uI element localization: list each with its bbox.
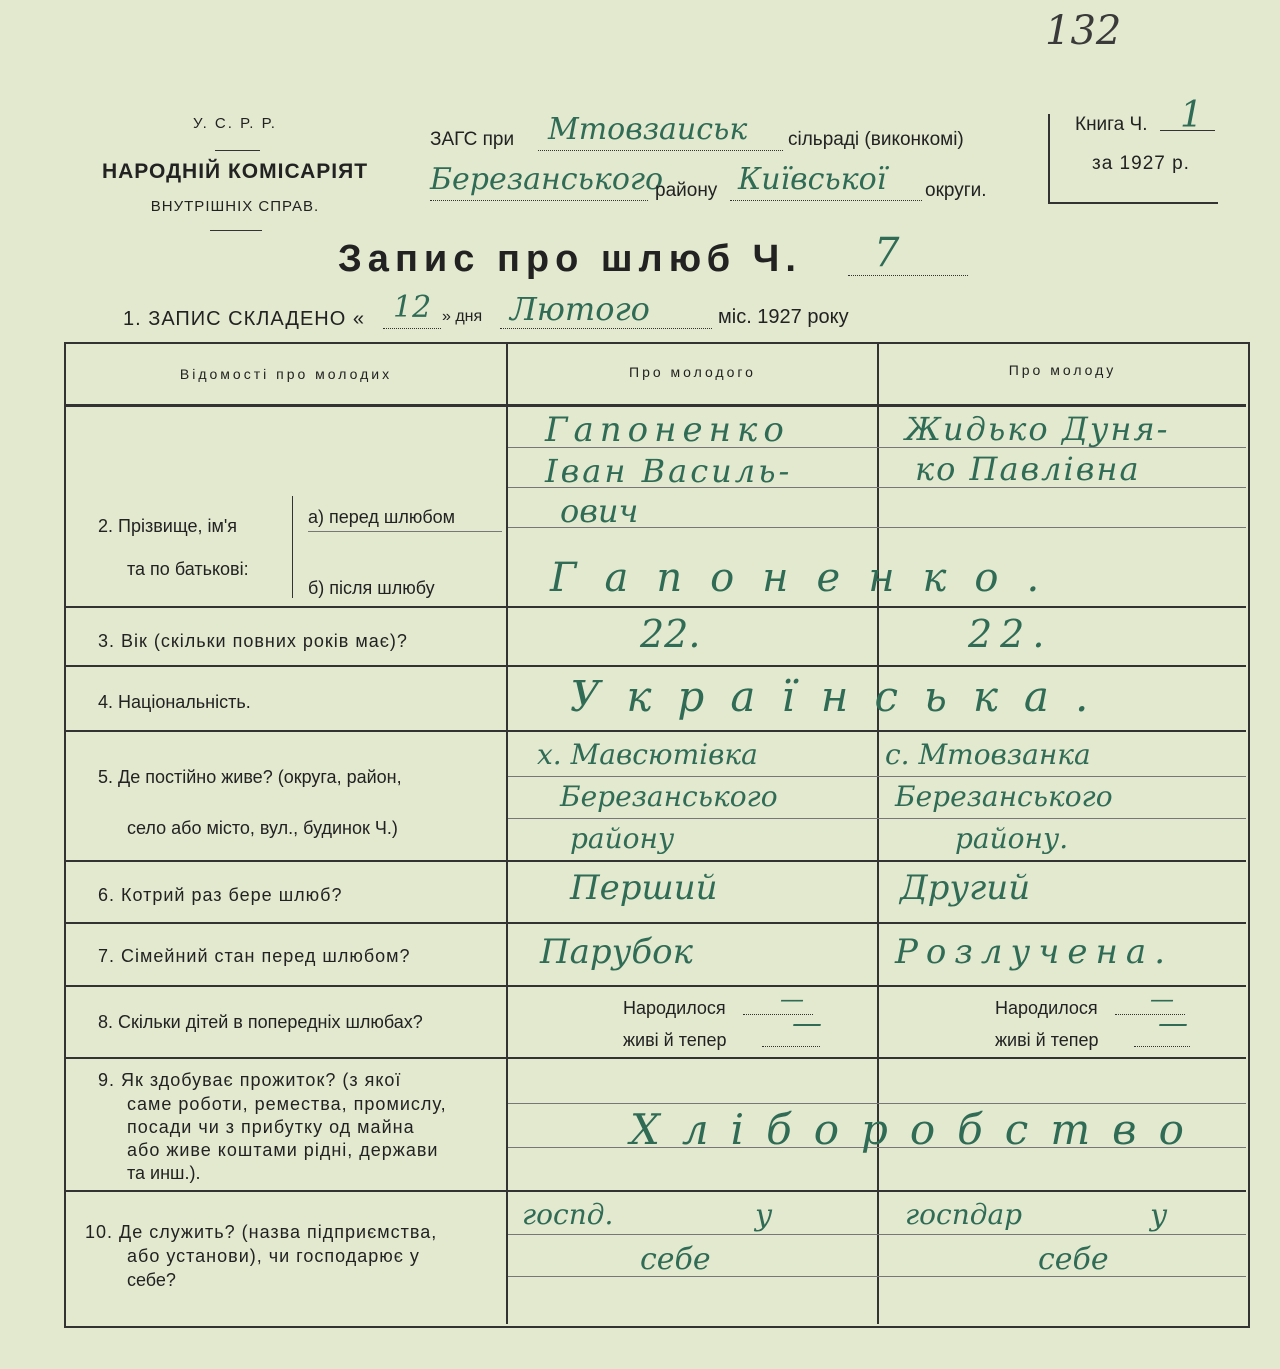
row-border-7 [66, 985, 1246, 987]
row10-subline-2 [508, 1276, 1246, 1277]
row2-after-label: б) після шлюбу [308, 578, 435, 598]
groom-name-before-2: Іван Василь- [545, 452, 793, 490]
row9-label-4: або живе коштами рідні, держави [127, 1140, 439, 1160]
record-number: 7 [874, 230, 900, 276]
row2-before-label: а) перед шлюбом [308, 507, 456, 527]
row9-label-5: та инш.). [127, 1163, 201, 1183]
record-date-suffix: міс. 1927 року [718, 306, 849, 328]
zags-prefix: ЗАГС при [430, 129, 515, 150]
zags-okrug-line [730, 200, 922, 201]
zags-okrug: Київської [738, 162, 887, 197]
row5-label-1: 5. Де постійно живе? (округа, район, [98, 767, 402, 787]
row-border-6 [66, 922, 1246, 924]
bride-work-1: госпдар [905, 1198, 1023, 1231]
row9-label-1: 9. Як здобуває прожиток? (з якої [98, 1070, 402, 1090]
groom-work-3: себе [640, 1242, 711, 1277]
row10-subline-1 [508, 1234, 1246, 1235]
header-ussr: У. С. Р. Р. [193, 115, 277, 132]
row2-label-b: та по батькові: [127, 559, 249, 579]
record-month-line [500, 328, 712, 329]
bride-children-born-label: Народилося [995, 998, 1098, 1018]
groom-marital-status: Парубок [540, 932, 693, 972]
row9-subline-1 [508, 1103, 1246, 1104]
row-border-9 [66, 1190, 1246, 1192]
name-after-marriage: Гапоненко. [550, 555, 1068, 601]
groom-work-1: госпд. [522, 1198, 614, 1231]
col-divider-1 [506, 344, 508, 1324]
bride-children-born: — [1150, 985, 1174, 1013]
row-border-5 [66, 860, 1246, 862]
bride-residence-3: району. [955, 822, 1069, 855]
bride-residence-2: Березанського [895, 780, 1113, 813]
row2-before-label-line [308, 531, 502, 532]
record-day: 12 [393, 290, 432, 325]
groom-marriage-count: Перший [570, 868, 718, 908]
header-commissariat: НАРОДНІЙ КОМІСАРІЯТ [101, 160, 369, 183]
header-department: ВНУТРІШНІХ СПРАВ. [150, 198, 320, 215]
row6-label: 6. Котрий раз бере шлюб? [98, 885, 343, 905]
groom-residence-1: х. Мавсютівка [537, 738, 758, 771]
groom-children-born-label: Народилося [623, 998, 726, 1018]
row8-label: 8. Скільки дітей в попередніх шлюбах? [98, 1012, 423, 1032]
bride-marital-status: Розлучена. [895, 932, 1174, 972]
col-divider-2 [877, 344, 879, 1324]
row2-label-a: 2. Прізвище, ім'я [98, 516, 238, 536]
groom-name-before-3: ович [560, 492, 639, 530]
book-year: за 1927 р. [1092, 153, 1190, 174]
zags-village: Мтовзаиськ [548, 112, 748, 147]
groom-children-alive-label: живі й тепер [623, 1030, 727, 1050]
bride-name-before-2: ко Павлівна [915, 450, 1141, 488]
record-date-mid: » дня [442, 308, 483, 325]
bride-children-alive-label: живі й тепер [995, 1030, 1099, 1050]
bride-children-alive: — [1158, 1006, 1188, 1041]
page-number: 132 [1045, 8, 1122, 54]
row10-label-3: себе? [127, 1270, 176, 1290]
record-title: Запис про шлюб Ч. [338, 238, 802, 280]
groom-name-before-1: Гапоненко [545, 410, 790, 450]
book-label: Книга Ч. [1075, 114, 1148, 135]
groom-work-2: у [755, 1198, 773, 1233]
row9-label-2: саме роботи, ремества, промислу, [127, 1094, 447, 1114]
row9-label-3: посади чи з прибутку од майна [127, 1117, 415, 1137]
row3-label: 3. Вік (скільки повних років має)? [98, 631, 408, 651]
groom-children-born: — [780, 985, 804, 1013]
groom-age: 22. [640, 612, 701, 656]
nationality: Українська. [570, 672, 1115, 721]
groom-children-alive: — [792, 1006, 822, 1041]
zags-district: Березанського [430, 162, 664, 197]
livelihood: Хліборобство [630, 1105, 1206, 1154]
row2-brace [292, 496, 299, 598]
row4-label: 4. Національність. [98, 692, 251, 712]
bride-work-3: себе [1038, 1242, 1109, 1277]
header-row-border [66, 404, 1246, 407]
zags-district-label: району [655, 180, 718, 201]
row5-label-2: село або місто, вул., будинок Ч.) [127, 818, 398, 838]
row-border-2 [66, 606, 1246, 608]
groom-children-alive-line [762, 1046, 820, 1047]
book-number: 1 [1180, 95, 1203, 136]
row7-label: 7. Сімейний стан перед шлюбом? [98, 946, 411, 966]
zags-village-suffix: сільраді (виконкомі) [788, 129, 964, 150]
zags-village-line [538, 150, 783, 151]
row5-subline-1 [508, 776, 1246, 777]
bride-name-before-1: Жидько Дуня- [905, 410, 1170, 448]
row10-label-2: або установи), чи господарює у [127, 1246, 420, 1266]
bride-age: 22. [968, 612, 1053, 656]
record-day-line [383, 328, 441, 329]
row-border-4 [66, 730, 1246, 732]
bride-work-2: у [1150, 1198, 1168, 1233]
row5-subline-2 [508, 818, 1246, 819]
zags-okrug-label: округи. [925, 180, 987, 201]
row-border-3 [66, 665, 1246, 667]
col-header-groom: Про молодого [629, 364, 756, 380]
bride-children-alive-line [1134, 1046, 1190, 1047]
groom-residence-2: Березанського [560, 780, 778, 813]
record-month: Лютого [510, 290, 650, 328]
header-divider-1 [215, 150, 260, 151]
col-header-bride: Про молоду [1008, 362, 1117, 378]
row-border-8 [66, 1057, 1246, 1059]
header-divider-2 [210, 230, 262, 231]
zags-district-line [430, 200, 648, 201]
title-number-line [848, 275, 968, 276]
row10-label-1: 10. Де служить? (назва підприємства, [85, 1222, 438, 1242]
record-date-prefix: 1. ЗАПИС СКЛАДЕНО « [123, 308, 365, 330]
bride-residence-1: с. Мтовзанка [885, 738, 1091, 771]
groom-residence-3: району [570, 822, 675, 855]
col-header-info: Відомості про молодих [179, 366, 393, 382]
bride-marriage-count: Другий [900, 868, 1031, 908]
